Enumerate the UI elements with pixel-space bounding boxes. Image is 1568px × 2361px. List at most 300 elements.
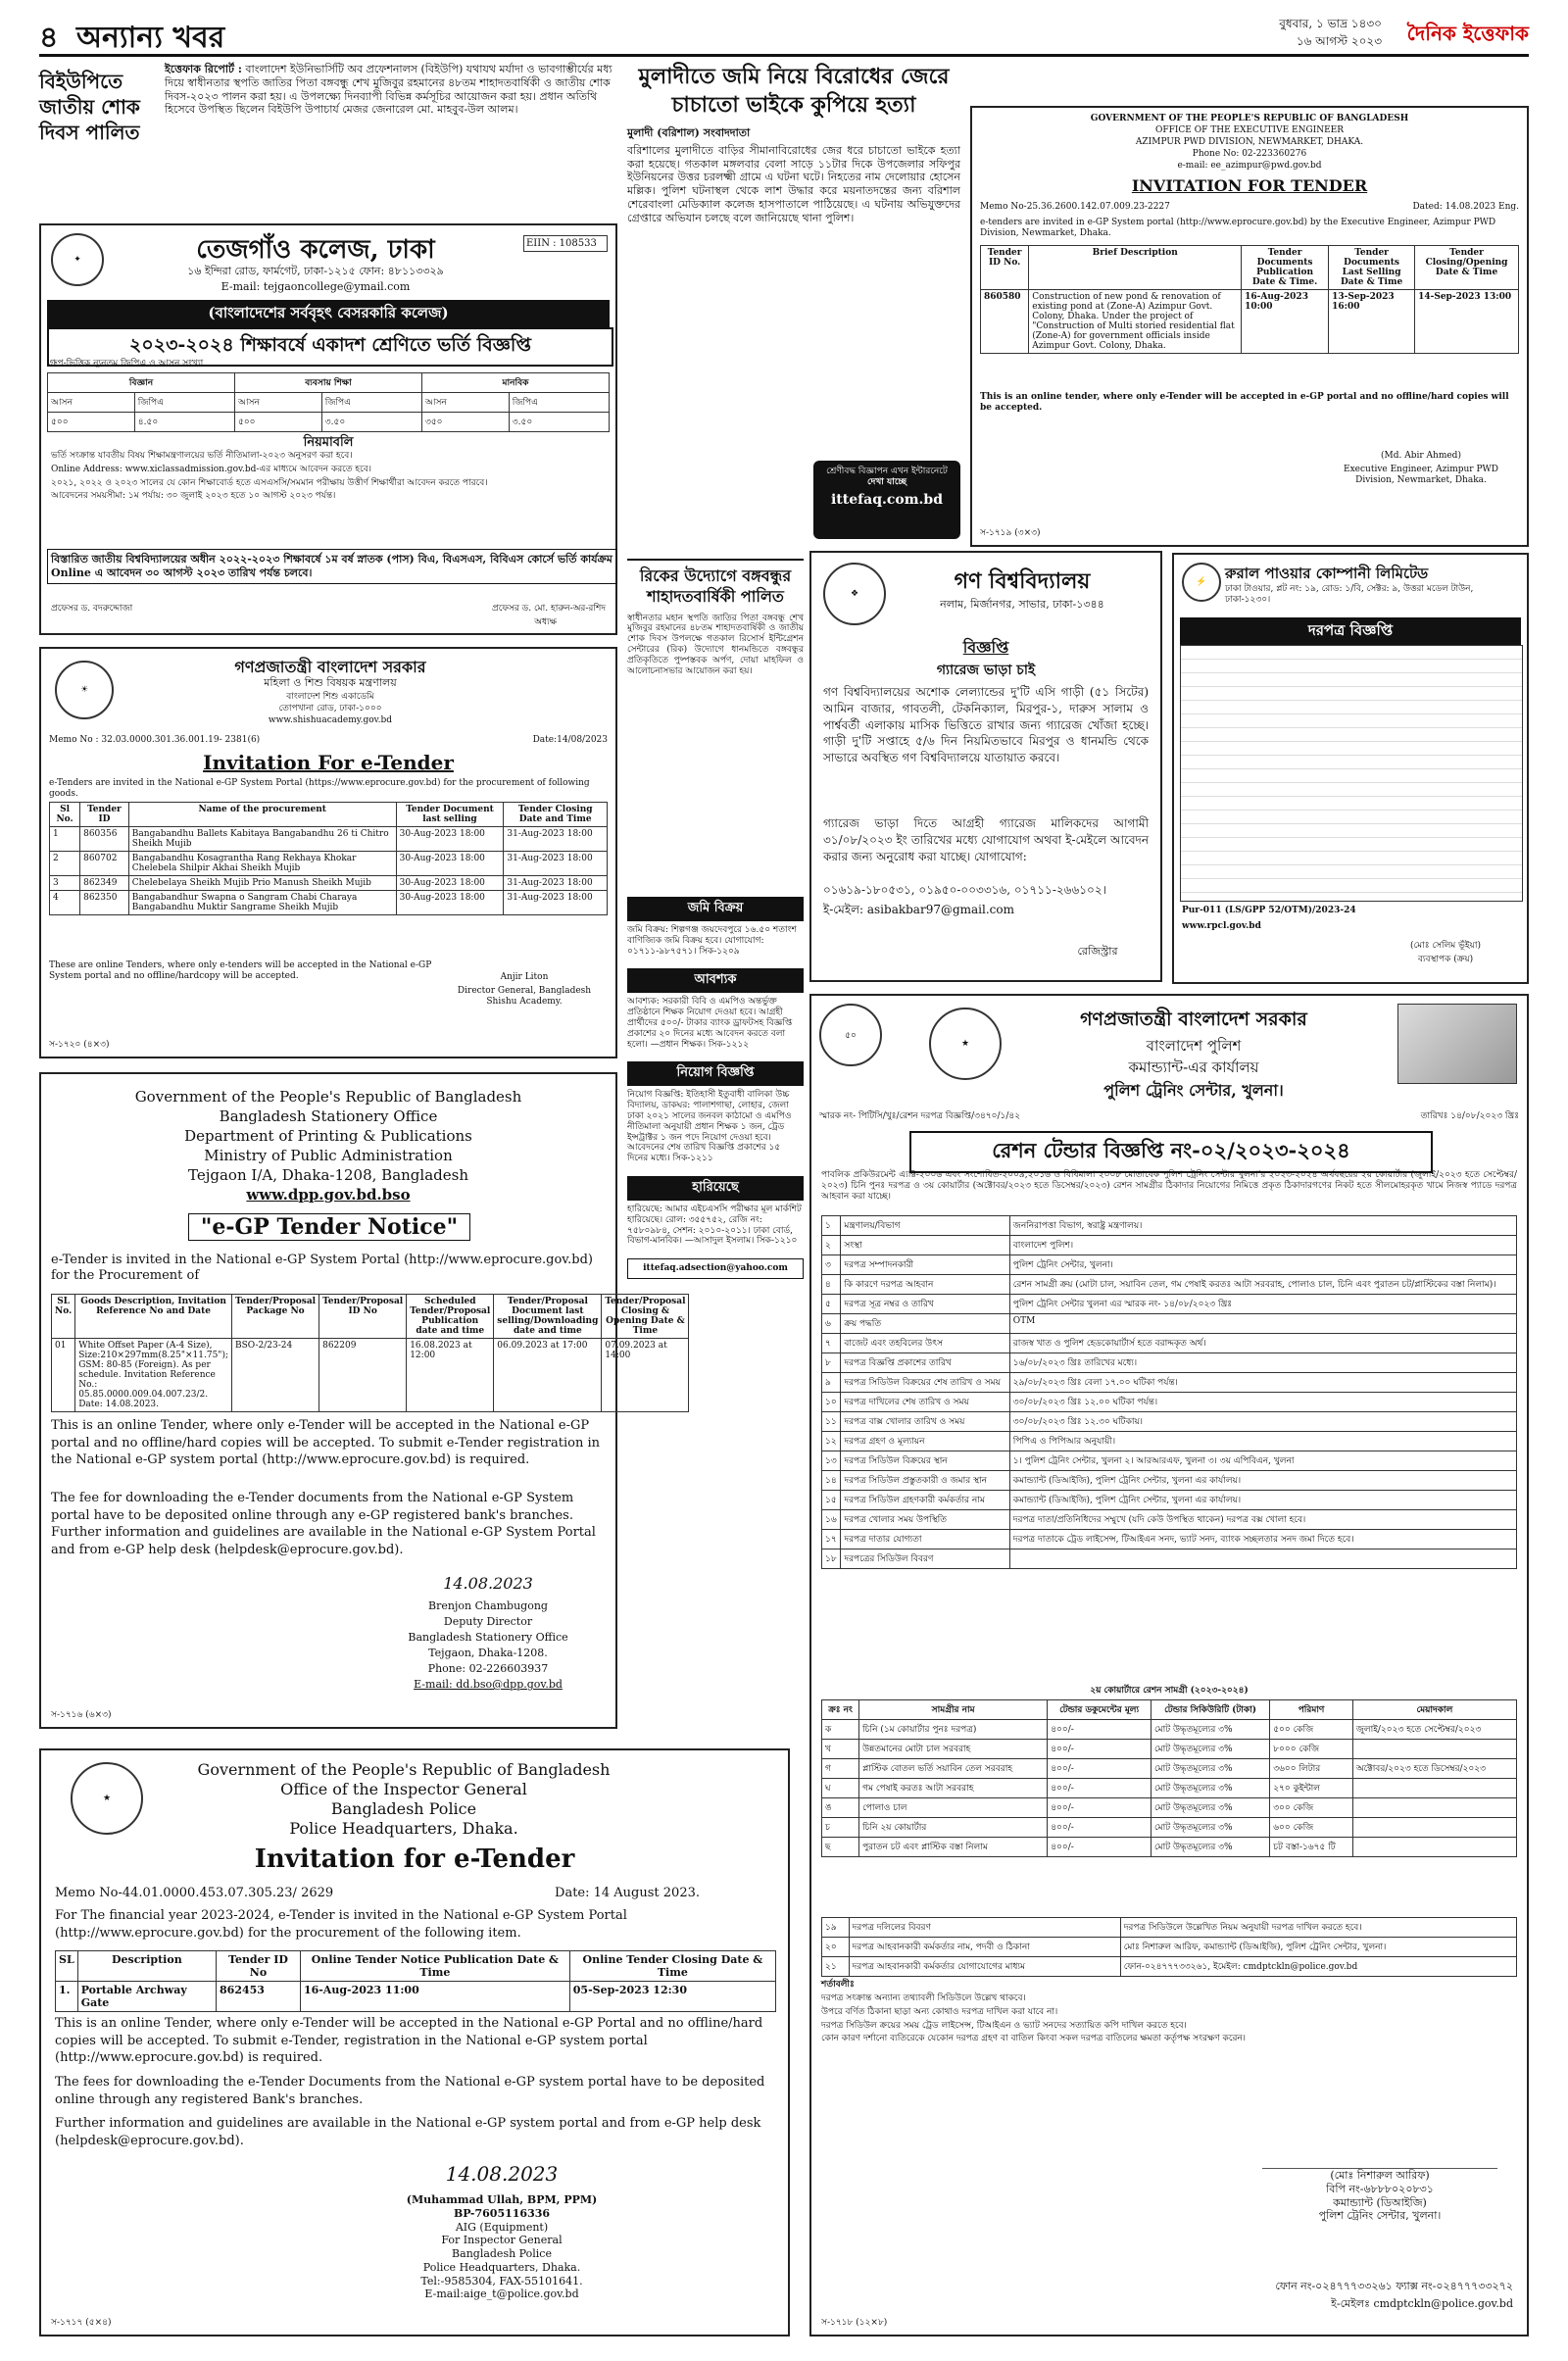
tender-title: "e-GP Tender Notice"	[188, 1213, 470, 1241]
table-cell: ৪০০/-	[1048, 1838, 1152, 1857]
table-cell: ১৬	[822, 1510, 841, 1530]
tender-intro: পাবলিক প্রকিউরমেন্ট এ্যাক্ট-২০০৬ এবং সংশোধিত-২০০৯,২০১৬ ও বিধিমালা ২০০৮ মোতাবেক পুলিশ ট্রেনিং সেন্টার খুলনা'র ২০২৩-২০২৪ অর্থবছরের ২য় কোয়ার্টার (জুলাই/২০২৩ হতে সেপ্টেম্বর/২০২৩) চিনি পুনঃ দরপত্র ও ৩য় কোয়ার্টার (অক্টোবর/২০২৩ হতে ডিসেম্বর/২০২৩) রেশন সামগ্রীর ঠিকাদার নিয়োগের নিমিত্তে প্রকৃত ঠিকাদারগণের নিকট হতে সীলমোহরকৃত খামে নিজস্ব প্যাডে দরপত্র আহবান করা যাচ্ছে।	[821, 1170, 1517, 1202]
signer-phone: Phone: 02-226603937	[427, 1662, 549, 1675]
table-cell: 3	[50, 876, 80, 891]
table-cell: ৪০০/-	[1048, 1818, 1152, 1838]
ad-reference: স-১৭১৯ (৩×৩)	[980, 528, 1041, 539]
table-cell: দরপত্র খোলার সময় উপস্থিতি	[841, 1510, 1009, 1530]
memo-date: Dated: 14.08.2023 Eng.	[1412, 202, 1519, 212]
table-row	[822, 1530, 1517, 1549]
table-cell: 30-Aug-2023 18:00	[396, 852, 504, 876]
column-header: Tender/Proposal Package No	[231, 1295, 318, 1339]
column-header: Name of the procurement	[128, 803, 396, 827]
column-header: Tender Closing/Opening Date & Time	[1415, 246, 1519, 290]
college-eiin: EIIN : 108533	[523, 235, 608, 252]
signer-name: (Muhammad Ullah, BPM, PPM)	[406, 2193, 598, 2206]
table-cell: ১৪	[822, 1471, 841, 1491]
table-cell: ৩.৫০	[509, 413, 609, 432]
recruit-title: নিয়োগ বিজ্ঞপ্তি	[627, 1061, 804, 1086]
column-header: SL	[56, 1951, 78, 1982]
org-web: www.shishuacademy.gov.bd	[268, 715, 393, 725]
table-row	[822, 1491, 1517, 1510]
table-cell: ৮	[822, 1353, 841, 1373]
table-cell: দরপত্র আহবানকারী কর্মকর্তার নাম, পদবী ও ঠিকানা	[849, 1938, 1120, 1957]
table-cell: মোট উদ্ধৃতমূল্যের ৩%	[1152, 1720, 1270, 1740]
govt-title: Government of the People's Republic of Bangladesh	[134, 1088, 522, 1106]
table-cell: ২০	[822, 1938, 850, 1957]
rule-item: আবেদনের সময়সীমা: ১ম পর্যায়: ৩০ জুলাই ২০২৩ হতে ১০ আগস্ট ২০২৩ পর্যন্ত।	[51, 491, 336, 502]
admission-notice: বিস্তারিত জাতীয় বিশ্ববিদ্যালয়ের অধীন ২০২২-২০২৩ শিক্ষাবর্ষে ১ম বর্ষ স্নাতক (পাস) বিএ, বিএসএস, বিবিএস কোর্সে ভর্তি কার্যক্রম Online এ আবেদন ৩০ আগস্ট ২০২৩ তারিখ পর্যন্ত চলবে।	[47, 549, 617, 584]
table-cell: ৩	[822, 1255, 841, 1275]
table-cell: আসন	[234, 393, 321, 413]
table-row	[50, 852, 608, 876]
table-cell: ২	[822, 1236, 841, 1255]
gono-university-ad	[809, 551, 1162, 982]
column-header: Description	[77, 1951, 216, 1982]
company-address: ঢাকা টাওয়ার, প্লট নং: ১৯, রোড: ১/বি, সেক্টর: ৯, উত্তরা মডেল টাউন, ঢাকা-১২৩০।	[1225, 584, 1474, 605]
column-header: Tender/Proposal ID No	[319, 1295, 407, 1339]
table-cell: মোট উদ্ধৃতমূল্যের ৩%	[1152, 1759, 1270, 1779]
table-cell: জুলাই/২০২৩ হতে সেপ্টেম্বর/২০২৩	[1352, 1720, 1516, 1740]
table-cell: দরপত্র সিডিউল বিক্রয়ের স্থান	[841, 1451, 1009, 1471]
lost-title: হারিয়েছে	[627, 1176, 804, 1201]
table-cell: 16-Aug-2023 10:00	[1242, 290, 1329, 354]
signer-name: (মোঃ সেলিম ভূঁইয়া)	[1410, 941, 1481, 951]
table-row	[822, 1334, 1517, 1353]
rule-item: ভর্তি সংক্রান্ত যাবতীয় বিষয় শিক্ষামন্ত্রণালয়ের ভর্তি নীতিমালা-২০২৩ অনুসরণ করা হবে।	[51, 451, 353, 461]
college-name: তেজগাঁও কলেজ, ঢাকা	[196, 235, 435, 265]
ministry: মহিলা ও শিশু বিষয়ক মন্ত্রণালয়	[264, 676, 397, 689]
table-row	[50, 891, 608, 915]
column-header: পরিমাণ	[1270, 1700, 1353, 1720]
table-row	[822, 1740, 1517, 1759]
center-name: পুলিশ ট্রেনিং সেন্টার, খুলনা।	[1103, 1081, 1284, 1100]
table-cell: ক	[822, 1720, 859, 1740]
signer-center: পুলিশ ট্রেনিং সেন্টার, খুলনা।	[1318, 2209, 1442, 2223]
wanted-title: আবশ্যক	[627, 968, 804, 993]
table-cell: ২৭০ কুইন্টাল	[1270, 1779, 1353, 1798]
column-header: Tender ID No	[217, 1951, 301, 1982]
mulad-headline: মুলাদীতে জমি নিয়ে বিরোধের জেরে চাচাতো ভাইকে কুপিয়ে হত্যা	[638, 64, 950, 118]
table-cell: ১২	[822, 1432, 841, 1451]
column-header: Tender Documents Last Selling Date & Time	[1329, 246, 1415, 290]
table-row	[822, 1720, 1517, 1740]
academy-logo-icon: ☀	[55, 661, 114, 719]
notice-subtitle: গ্যারেজ ভাড়া চাই	[936, 663, 1036, 678]
table-cell: পুলিশ ট্রেনিং সেন্টার খুলনা এর স্মারক নং- ১৪/০৮/২০২৩ খ্রিঃ	[1009, 1295, 1516, 1314]
table-row	[822, 1471, 1517, 1491]
buet-news	[39, 63, 617, 220]
table-cell: ৩০০ কেজি	[1270, 1798, 1353, 1818]
table-cell: 30-Aug-2023 18:00	[396, 891, 504, 915]
table-row	[822, 1818, 1517, 1838]
signature-date: 14.08.2023	[445, 2162, 559, 2186]
table-cell: Construction of new pond & renovation of existing pond at (Zone-A) Azimpur Govt. Colony, Dhaka. Under the project of "Construction of Multi storied residential flat (Zone-A) for government officials inside Azimpur Govt. Colony, Dhaka.	[1029, 290, 1242, 354]
ministry-name: Ministry of Public Administration	[204, 1147, 453, 1164]
signer-right: প্রফেসর ড. মো. হারুন-অর-রশিদ	[491, 604, 606, 614]
tender-table	[980, 245, 1519, 354]
table-cell: ৪০০/-	[1048, 1740, 1152, 1759]
tender-table	[51, 1294, 689, 1412]
signer-title: Executive Engineer, Azimpur PWD Division, Newmarket, Dhaka.	[1344, 465, 1498, 485]
table-row	[822, 1236, 1517, 1255]
table-cell: বাজেট এবং তহবিলের উৎস	[841, 1334, 1009, 1353]
table-cell	[1352, 1740, 1516, 1759]
tender-intro: For The financial year 2023-2024, e-Tender is invited in the National e-GP System Portal (http://www.eprocure.gov.bd) for the procurement of the following item.	[55, 1908, 627, 1941]
wanted-body: আবশ্যক: সরকারী বিবি ও এমপিও অন্তর্ভুক্ত প্রতিষ্ঠানে শিক্ষক নিয়োগ দেওয়া হবে। আগ্রহী প্রার্থীদের ৫০০/- টাকার ব্যাংক ড্রাফটসহ বিজ্ঞপ্তি প্রকাশের ২০ দিনের মধ্যে আবেদন করতে বলা হলো। —প্রধান শিক্ষক। সিক-১২১২	[627, 997, 793, 1050]
extra-table	[821, 1917, 1517, 1977]
table-cell: 16-Aug-2023 11:00	[300, 1982, 569, 2012]
ric-body: স্বাধীনতার মহান স্থপতি জাতির পিতা বঙ্গবন্ধু শেখ মুজিবুর রহমানের ৪৮তম শাহাদতবার্ষিকী ও জাতীয় শোক দিবস উপলক্ষে গতকাল রিসোর্স ইন্টিগ্রেশন সেন্টারের (রিক) উদ্যোগে ধানমন্ডিতে বঙ্গবন্ধুর প্রতিকৃতিতে পুষ্পস্তবক অর্পণ, দোয়া মাহফিল ও আলোচনাসভার আয়োজন করা হয়।	[627, 613, 804, 676]
signer-for: For Inspector General	[441, 2234, 563, 2247]
table-cell: মোট উদ্ধৃতমূল্যের ৩%	[1152, 1838, 1270, 1857]
table-cell: ছ	[822, 1838, 859, 1857]
table-cell: দরপত্র দলিলের বিবরণ	[849, 1918, 1120, 1938]
shishu-academy-tender	[39, 647, 617, 1058]
column-header: Scheduled Tender/Proposal Publication date and time	[407, 1295, 494, 1339]
college-address: ১৬ ইন্দিরা রোড, ফার্মগেট, ঢাকা-১২১৫ ফোন: ৪৮১১৩৩২৯	[187, 265, 444, 277]
tender-table-placeholder	[1180, 645, 1523, 902]
table-cell: দরপত্র দাখিলের শেষ তারিখ ও সময়	[841, 1393, 1009, 1412]
table-cell: পোলাও চাল	[859, 1798, 1048, 1818]
table-cell: ১০	[822, 1393, 841, 1412]
signer-title: AIG (Equipment)	[455, 2220, 549, 2234]
table-row	[822, 1373, 1517, 1393]
table-cell: 30-Aug-2023 18:00	[396, 827, 504, 852]
table-row	[822, 1918, 1517, 1938]
ad-reference: স-১৭১৮ (১২×৮)	[821, 2318, 888, 2329]
office-address: Tejgaon I/A, Dhaka-1208, Bangladesh	[188, 1166, 468, 1184]
table-cell: উন্নতমানের মোটা চাল সরবরাহ	[859, 1740, 1048, 1759]
ric-news	[627, 559, 804, 892]
table-cell: ১৭	[822, 1530, 841, 1549]
table-cell: ৪	[822, 1275, 841, 1295]
company-web: www.rpcl.gov.bd	[1182, 921, 1261, 931]
table-cell: দরপত্র দাতার যোগ্যতা	[841, 1530, 1009, 1549]
company-name: রুরাল পাওয়ার কোম্পানী লিমিটেড	[1225, 565, 1429, 582]
table-cell: ৪০০/-	[1048, 1720, 1152, 1740]
term-item: উপরে বর্ণিত ঠিকানা ছাড়া অন্য কোথাও দরপত্র দাখিল করা যাবে না।	[821, 2006, 1058, 2017]
signer-name: (মোঃ নিশারুল আরিফ)	[1330, 2169, 1430, 2182]
table-row	[822, 1451, 1517, 1471]
column-header: Tender/Proposal Closing & Opening Date & Time	[602, 1295, 689, 1339]
contact-phone: ফোন নং-০২৪৭৭৭৩৩২৬১ ফ্যাক্স নং-০২৪৭৭৭৩৩২৭২	[1275, 2280, 1513, 2292]
police-logo-icon: ★	[71, 1762, 143, 1835]
column-header: সামগ্রীর নাম	[859, 1700, 1048, 1720]
office-name: Office of the Inspector General	[280, 1780, 527, 1798]
table-cell: 4	[50, 891, 80, 915]
column-header: SL No.	[52, 1295, 75, 1339]
table-cell: ৩০/০৮/২০২৩ খ্রিঃ ১২.০০ ঘটিকা পর্যন্ত।	[1009, 1393, 1516, 1412]
table-cell: ঙ	[822, 1798, 859, 1818]
table-cell: দরপত্র সূত্র নম্বর ও তারিখ	[841, 1295, 1009, 1314]
university-logo-icon: ❖	[823, 563, 886, 625]
seat-table	[47, 372, 610, 432]
group-business: ব্যবসায় শিক্ষা	[234, 373, 421, 393]
police-name: Bangladesh Police	[330, 1799, 477, 1818]
column-header: Brief Description	[1029, 246, 1242, 290]
paragraph-2: The fees for downloading the e-Tender Documents from the National e-GP system portal have to be deposited online through any registered Bank's branches.	[55, 2075, 765, 2107]
memo-date: Date:14/08/2023	[532, 735, 608, 745]
tender-table	[55, 1950, 776, 2012]
table-cell: দরপত্রের সিডিউল বিবরণ	[841, 1549, 1009, 1569]
table-cell: ১	[822, 1216, 841, 1236]
table-cell: 31-Aug-2023 18:00	[504, 876, 608, 891]
tender-number: Pur-011 (LS/GPP 52/OTM)/2023-24	[1182, 906, 1356, 915]
office-web: www.dpp.gov.bd.bso	[246, 1186, 411, 1204]
table-row	[822, 1838, 1517, 1857]
lost-body: হারিয়েছে: আমার এইচএসসি পরীক্ষার মূল মার্কশিট হারিয়েছে। রোল: ৩৫৫৭৫২, রেজি নং: ৭৫৮০৯৮৪, সেশন: ২০১০-২০১১। ঢাকা বোর্ড, বিভাগ-মানবিক। —আসাদুল ইসলাম। সিক-১২১০	[627, 1204, 802, 1247]
table-cell: 06.09.2023 at 17:00	[494, 1339, 602, 1412]
table-cell: 31-Aug-2023 18:00	[504, 827, 608, 852]
table-cell: 01	[52, 1339, 75, 1412]
org-address: তোপখানা রোড, ঢাকা-১০০০	[278, 704, 382, 713]
rule-item: ২০২১, ২০২২ ও ২০২৩ সালের যে কোন শিক্ষাবোর্ড হতে এসএসসি/সমমান পরীক্ষায় উত্তীর্ণ শিক্ষার্থীরা আবেদন করতে পারবে।	[51, 477, 488, 488]
table-cell: দরপত্র সিডিউল প্রস্তুতকারী ও জমার স্থান	[841, 1471, 1009, 1491]
signer-title: রেজিস্ট্রার	[1077, 945, 1118, 958]
table-cell: আসন	[421, 393, 509, 413]
tender-table	[49, 802, 608, 915]
memo-date: Date: 14 August 2023.	[555, 1886, 700, 1900]
table-row	[822, 1295, 1517, 1314]
signer-left: প্রফেসর ড. বদরুদ্দোজা	[51, 604, 133, 614]
office-name: Bangladesh Stationery Office	[219, 1107, 438, 1125]
division: AZIMPUR PWD DIVISION, NEWMARKET, DHAKA.	[1135, 137, 1364, 147]
column-header: Tender/Proposal Document last selling/Downloading date and time	[494, 1295, 602, 1339]
stationery-office-tender	[39, 1072, 686, 1729]
table-cell: ঘ	[822, 1779, 859, 1798]
tender-intro: e-Tenders are invited in the National e-GP System Portal (https://www.eprocure.gov.bd) for the procurement of following goods.	[49, 778, 590, 799]
govt-title: GOVERNMENT OF THE PEOPLE'S REPUBLIC OF BANGLADESH	[1090, 114, 1409, 123]
tender-title: INVITATION FOR TENDER	[1131, 176, 1368, 195]
college-logo-icon: ✦	[51, 233, 104, 286]
police-name: বাংলাদেশ পুলিশ	[1146, 1037, 1242, 1055]
signer-bp: BP-7605116336	[453, 2206, 551, 2220]
table-row	[822, 1957, 1517, 1977]
column-header: Tender ID No.	[981, 246, 1029, 290]
table-row	[822, 1255, 1517, 1275]
ittefaq-online-ad	[813, 461, 960, 539]
table-cell: ১৩	[822, 1451, 841, 1471]
table-row	[822, 1759, 1517, 1779]
paragraph-2: The fee for downloading the e-Tender documents from the National e-GP System portal have to be deposited online through any e-GP registered bank's branches. Further information and guidelines are available in the National e-GP System Portal and from e-GP help desk (helpdesk@eprocure.gov.bd).	[51, 1491, 596, 1557]
portrait-image	[1397, 1004, 1517, 1084]
table-cell: দরপত্র বিজ্ঞপ্তি প্রকাশের তারিখ	[841, 1353, 1009, 1373]
table-cell: ২৯/০৮/২০২৩ খ্রিঃ বেলা ১৭.০০ ঘটিকা পর্যন্ত।	[1009, 1373, 1516, 1393]
table-row	[822, 1779, 1517, 1798]
table-cell: দরপত্র সিডিউলে উল্লেখিত নিয়ম অনুযায়ী দরপত্র দাখিল করতে হবে।	[1120, 1918, 1516, 1938]
table-cell: কি কারণে দরপত্র আহবান	[841, 1275, 1009, 1295]
info-table	[821, 1215, 1517, 1569]
table-cell: 862209	[319, 1339, 407, 1412]
memo: Memo No-44.01.0000.453.07.305.23/ 2629	[55, 1886, 334, 1900]
table-cell: গম পেষাই করতঃ আটা সরবরাহ	[859, 1779, 1048, 1798]
table-cell: Bangabandhur Swapna o Sangram Chabi Charaya Bangabandhu Muktir Sangrame Sheikh Mujib	[128, 891, 396, 915]
table-cell: ৫০০	[48, 413, 135, 432]
table-cell: দরপত্র দাতাকে ট্রেড লাইসেন্স, টিআইএন সনদ, ভ্যাট সনদ, ব্যাংক সচ্ছলতার সনদ জমা দিতে হবে।	[1009, 1530, 1516, 1549]
ric-headline: রিকের উদ্যোগে বঙ্গবন্ধুর শাহাদতবার্ষিকী পালিত	[639, 566, 792, 606]
ad-reference: স-১৭১৬ (৬×৩)	[51, 1710, 112, 1721]
table-cell: ৬	[822, 1314, 841, 1334]
table-cell: জননিরাপত্তা বিভাগ, স্বরাষ্ট্র মন্ত্রণালয়।	[1009, 1216, 1516, 1236]
table-row	[822, 1938, 1517, 1957]
table-cell: ১। পুলিশ ট্রেনিং সেন্টার, খুলনা ২। আরআরএফ, খুলনা ৩। ৩য় এপিবিএন, খুলনা	[1009, 1451, 1516, 1471]
memo: স্মারক নং- পিটিসি/খুঃ/রেশন দরপত্র বিজ্ঞপ্তি/৩৪৭০/১/৪২	[819, 1111, 1021, 1121]
university-address: নলাম, মির্জানগর, সাভার, ঢাকা-১৩৪৪	[940, 598, 1104, 611]
ad-reference: স-১৭২০ (৪×৩)	[49, 1040, 110, 1051]
contact-email: ই-মেইলঃ cmdptckln@police.gov.bd	[1331, 2297, 1513, 2310]
table-cell: দরপত্র সিডিউল বিক্রয়ের শেষ তারিখ ও সময়	[841, 1373, 1009, 1393]
terms-list	[821, 1993, 1517, 2047]
table-cell: ৩৬০০ লিটার	[1270, 1759, 1353, 1779]
table-row	[50, 827, 608, 852]
table-cell: পিপিএ ও পিপিআর অনুযায়ী।	[1009, 1432, 1516, 1451]
column-header: ক্রঃ নং	[822, 1700, 859, 1720]
admission-banner: ২০২৩-২০২৪ শিক্ষাবর্ষে একাদশ শ্রেণিতে ভর্তি বিজ্ঞপ্তি	[47, 327, 613, 367]
table-row	[822, 1432, 1517, 1451]
table-cell	[1352, 1798, 1516, 1818]
group-science: বিজ্ঞান	[48, 373, 235, 393]
signer-email: E-mail: dd.bso@dpp.gov.bd	[414, 1678, 563, 1691]
table-cell: ৭	[822, 1334, 841, 1353]
table-row	[822, 1314, 1517, 1334]
office-name: কমান্ড্যান্ট-এর কার্যালয়	[1128, 1058, 1259, 1076]
signer-office: Bangladesh Stationery Office	[408, 1631, 568, 1644]
buet-body: বাংলাদেশ ইউনিভার্সিটি অব প্রফেশনালস (বিইউপি) যথাযথ মর্যাদা ও ভাবগাম্ভীর্যের মধ্য দিয়ে স্বাধীনতার স্থপতি জাতির পিতা বঙ্গবন্ধু শেখ মুজিবুর রহমানের ৪৮তম শাহাদতবার্ষিকী ও জাতীয় শোক দিবস-২০২৩ পালন করা হয়। এ উপলক্ষ্যে দিনব্যাপী বিভিন্ন কর্মসূচির আয়োজন করা হয়। প্রধান অতিথি হিসেবে উপস্থিত ছিলেন বিইউপি উপাচার্য মেজর জেনারেল মো. মাহবুব-উল আলম।	[165, 63, 612, 117]
college-tagline: (বাংলাদেশের সর্ববৃহৎ বেসরকারি কলেজ)	[47, 300, 610, 328]
anniversary-logo-icon: ৫০	[819, 1004, 882, 1066]
column-header: Goods Description, Invitation Reference No and Date	[75, 1295, 232, 1339]
table-cell: 860356	[80, 827, 129, 852]
table-cell: ১৯	[822, 1918, 850, 1938]
newspaper-logo: দৈনিক ইত্তেফাক	[1406, 22, 1529, 45]
ad-reference: স-১৭১৭ (৫×৪)	[51, 2318, 112, 2329]
date-bengali: বুধবার, ১ ভাদ্র ১৪৩০	[1279, 17, 1382, 30]
table-cell: মন্ত্রণালয়/বিভাগ	[841, 1216, 1009, 1236]
table-cell: 862350	[80, 891, 129, 915]
company-logo-icon: ⚡	[1182, 563, 1221, 602]
table-cell: চট বস্তা-১৬৭৫ টি	[1270, 1838, 1353, 1857]
rule-item: Online Address: www.xiclassadmission.gov.bd-এর মাধ্যমে আবেদন করতে হবে।	[51, 464, 371, 474]
signer-name: (Md. Abir Ahmed)	[1381, 451, 1461, 461]
table-cell: দরপত্র সিডিউল গ্রহণকারী কর্মকর্তার নাম	[841, 1491, 1009, 1510]
table-cell: 05-Sep-2023 12:30	[569, 1982, 775, 2012]
govt-title: গণপ্রজাতন্ত্রী বাংলাদেশ সরকার	[1080, 1008, 1307, 1030]
signer-name: Anjir Liton	[500, 972, 549, 982]
contact-phones: ০১৬১৯-১৮০৫৩১, ০১৯৫০-০০৩৩১৬, ০১৭১১-২৬৬১০২।	[823, 883, 1106, 897]
table-cell: 31-Aug-2023 18:00	[504, 891, 608, 915]
tender-title: দরপত্র বিজ্ঞপ্তি	[1180, 617, 1521, 646]
table-cell: ১৫	[822, 1491, 841, 1510]
paragraph-3: Further information and guidelines are available in the National e-GP system portal and from e-GP help desk (helpdesk@eprocure.gov.bd).	[55, 2116, 761, 2148]
table-cell: ৩৫০	[421, 413, 509, 432]
table-cell: OTM	[1009, 1314, 1516, 1334]
contact-email: ই-মেইল: asibakbar97@gmail.com	[823, 903, 1014, 916]
group-humanities: মানবিক	[421, 373, 609, 393]
hq-name: Police Headquarters, Dhaka.	[289, 1819, 518, 1838]
table-cell: মোট উদ্ধৃতমূল্যের ৩%	[1152, 1818, 1270, 1838]
tender-note: These are online Tenders, where only e-tenders will be accepted in the National e-GP System portal and no offline/hardcopy will be accepted.	[49, 960, 432, 981]
table-cell: দরপত্র সম্পাদনকারী	[841, 1255, 1009, 1275]
table-row	[822, 1412, 1517, 1432]
page-number: ৪	[39, 21, 59, 55]
table-cell: 07.09.2023 at 14:00	[602, 1339, 689, 1412]
paragraph-1: This is an online Tender, where only e-Tender will be accepted in the National e-GP Portal and no offline/hard copies will be accepted. To submit e-Tender, registration in the National e-GP system portal (http://www.eprocure.gov.bd) is required.	[55, 2016, 763, 2066]
recruit-body: নিয়োগ বিজ্ঞপ্তি: ইতিহাসী ইতুবাধী বালিকা উচ্চ বিদ্যালয়, ডাকঘর: পালাশগাছা, লোহার, জেলা ঢাকা ২০২১ সালের জনবল কাঠামো ও এমপিও নীতিমালা অনুযায়ী প্রধান শিক্ষক ১ জন, ট্রেড ইন্সট্রাক্টর ১ জন পদে নিয়োগ দেওয়া হবে। আবেদনের শেষ তারিখ বিজ্ঞপ্তি প্রকাশের ১৫ দিনের মধ্যে। সিক-১২১১	[627, 1090, 792, 1164]
table-row	[822, 1393, 1517, 1412]
table-row	[822, 1216, 1517, 1236]
table-cell: ক্রয় পদ্ধতি	[841, 1314, 1009, 1334]
signer-address: Tejgaon, Dhaka-1208.	[428, 1647, 548, 1659]
signer-police: Bangladesh Police	[452, 2247, 552, 2260]
table-cell: চিনি (১ম কোয়ার্টার পুনঃ দরপত্র)	[859, 1720, 1048, 1740]
ptc-ration-tender	[809, 994, 1529, 2336]
table-cell: রাজস্ব খাত ও পুলিশ হেডকোয়ার্টার্স হতে বরাদ্দকৃত অর্থ।	[1009, 1334, 1516, 1353]
phone: Phone No: 02-223360276	[1192, 149, 1307, 159]
table-cell: কমান্ড্যান্ট (ডিআইজি), পুলিশ ট্রেনিং সেন্টার, খুলনা এর কার্যালয়।	[1009, 1491, 1516, 1510]
table-row	[52, 1339, 689, 1412]
table-cell: ৩০/০৮/২০২৩ খ্রিঃ ১২.৩০ ঘটিকায়।	[1009, 1412, 1516, 1432]
tender-title: Invitation for e-Tender	[254, 1845, 575, 1874]
college-email: E-mail: tejgaoncollege@ymail.com	[220, 280, 411, 293]
ad-url: ittefaq.com.bd	[830, 491, 944, 508]
column-header: টেন্ডার ডকুমেন্টের মূল্য	[1048, 1700, 1152, 1720]
table-row	[822, 1510, 1517, 1530]
table-cell: ৪০০/-	[1048, 1798, 1152, 1818]
table-cell: ৩.৫০	[321, 413, 421, 432]
notice-body-2: গ্যারেজ ভাড়া দিতে আগ্রহী গ্যারেজ মালিকদের আগামী ৩১/০৮/২০২৩ ইং তারিখের মধ্যে যোগাযোগ অথবা ই-মেইলে আবেদন করার জন্য অনুরোধ করা যাচ্ছে। যোগাযোগ:	[823, 816, 1149, 863]
term-item: কোন কারণ দর্শানো ব্যতিরেকে যেকোন দরপত্র গ্রহণ বা বাতিল কিংবা সকল দরপত্র বাতিলের ক্ষমতা কর্তৃপক্ষ সংরক্ষণ করেন।	[821, 2034, 1246, 2044]
table-cell: 13-Sep-2023 16:00	[1329, 290, 1415, 354]
table-cell: ফোন-০২৪৭৭৭৩৩২৬১, ইমেইল: cmdptckln@police.gov.bd	[1120, 1957, 1516, 1977]
table-cell: আসন	[48, 393, 135, 413]
table-cell: প্লাস্টিক বোতল ভর্তি সয়াবিন তেল সরবরাহ	[859, 1759, 1048, 1779]
classified-column	[627, 897, 804, 1740]
table-cell: দরপত্র বাক্স খোলার তারিখ ও সময়	[841, 1412, 1009, 1432]
goods-title: ২য় কোয়ার্টারে রেশন সামগ্রী (২০২৩-২০২৪)	[1090, 1686, 1249, 1696]
dept-name: Department of Printing & Publications	[184, 1127, 472, 1145]
rules-title: নিয়মাবলি	[303, 435, 354, 450]
table-cell: ৬০০ কেজি	[1270, 1818, 1353, 1838]
table-cell: জিপিএ	[321, 393, 421, 413]
buet-headline: বিইউপিতে জাতীয় শোক দিবস পালিত	[39, 70, 140, 144]
signer-title: Deputy Director	[443, 1615, 533, 1628]
table-cell: ৪.৫০	[134, 413, 234, 432]
table-cell: 16.08.2023 at 12:00	[407, 1339, 494, 1412]
table-row	[50, 876, 608, 891]
table-row	[822, 1353, 1517, 1373]
table-cell: মোট উদ্ধৃতমূল্যের ৩%	[1152, 1779, 1270, 1798]
table-cell	[1352, 1779, 1516, 1798]
office-name: OFFICE OF THE EXECUTIVE ENGINEER	[1155, 125, 1344, 135]
table-cell: 860702	[80, 852, 129, 876]
mulad-body: বরিশালের মুলাদীতে বাড়ির সীমানাবিরোধের জের ধরে চাচাতো ভাইকে হত্যা করা হয়েছে। গতকাল মঙ্গলবার বেলা সাড়ে ১১টার দিকে উপজেলার সফিপুর ইউনিয়নের উত্তর চরলক্ষ্মী গ্রামে এ ঘটনা ঘটে। নিহতের নাম দেলোয়ার হোসেন মল্লিক। পুলিশ ঘটনাস্থল থেকে লাশ উদ্ধার করে ময়নাতদন্তের জন্য বরিশাল শেরেবাংলা মেডিক্যাল কলেজ হাসপাতালে পাঠিয়েছে। এ ঘটনায় অভিযুক্তদের গ্রেপ্তারে অভিযান চলছে বলে জানিয়েছে থানা পুলিশ।	[627, 143, 960, 224]
column-header: Sl No.	[50, 803, 80, 827]
table-cell: দরপত্র গ্রহণ ও মূল্যায়ন	[841, 1432, 1009, 1451]
org-name: বাংলাদেশ শিশু একাডেমি	[286, 692, 374, 702]
column-header: Tender ID	[80, 803, 129, 827]
signature-date: 14.08.2023	[443, 1574, 533, 1593]
signer-bp: বিপি নং-৬৮৮৮০২০৮৩১	[1326, 2182, 1434, 2195]
university-name: গণ বিশ্ববিদ্যালয়	[954, 568, 1091, 594]
table-row	[981, 290, 1519, 354]
rural-power-tender	[1172, 553, 1529, 984]
table-cell: 862349	[80, 876, 129, 891]
table-row	[56, 1982, 776, 2012]
table-cell: ১৬/০৮/২০২৩ খ্রিঃ তারিখের মধ্যে।	[1009, 1353, 1516, 1373]
signature-mark	[1262, 2133, 1497, 2169]
column-header: টেন্ডার সিকিউরিটি (টাকা)	[1152, 1700, 1270, 1720]
